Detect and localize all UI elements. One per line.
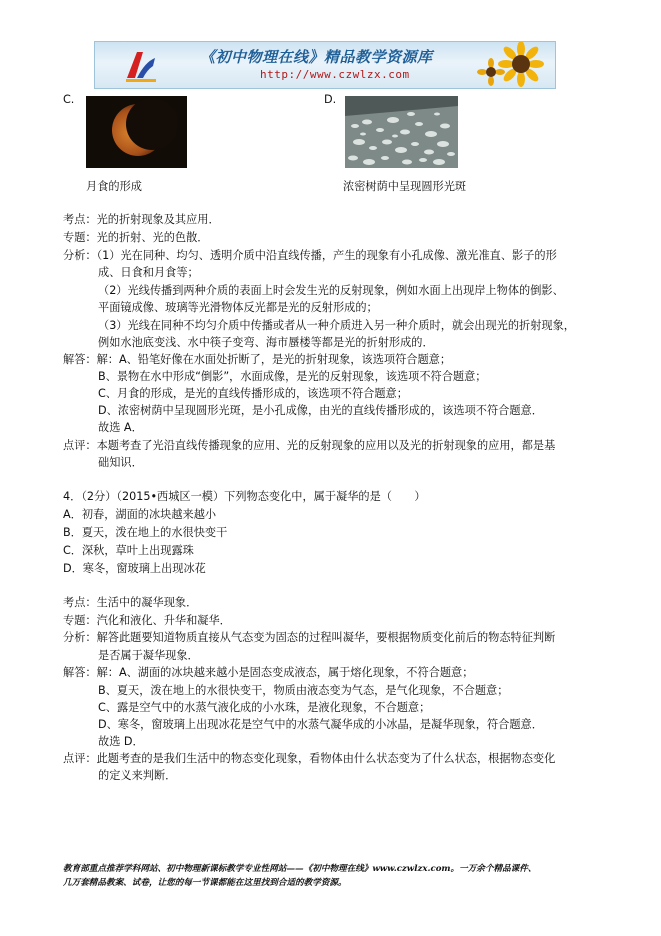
option-d-caption: 浓密树荫中呈现圆形光斑 [343,180,467,193]
q4-jieda-d: D、寒冬，窗玻璃上出现冰花是空气中的水蒸气凝华成的小冰晶，是凝华现象，符合题意． [98,718,543,731]
q4-fenxi-1b: 是否属于凝华现象． [98,649,199,662]
q4-choice: 故选 D． [98,735,144,748]
q3-fenxi-1b: 成、日食和月食等； [98,266,199,279]
q4-option-a: A．初春，湖面的冰块越来越小 [63,508,217,521]
q3-fenxi-2: （2）光线传播到两种介质的表面上时会发生光的反射现象，例如水面上出现岸上物体的倒影、 [98,284,564,297]
q4-dianping-1b: 的定义来判断． [98,769,177,782]
q3-choice: 故选 A． [98,421,143,434]
q4-zhuanti: 专题：汽化和液化、升华和凝华． [63,614,231,627]
footer-line-2: 几万套精品教案、试卷，让您的每一节课都能在这里找到合适的教学资源。 [63,878,347,888]
lunar-eclipse-image [86,96,187,168]
q3-fenxi-3: （3）光线在同种不均匀介质中传播或者从一种介质进入另一种介质时，就会出现光的折射现象， [98,319,575,332]
q4-kaodian: 考点：生活中的凝华现象． [63,596,198,609]
q3-zhuanti: 专题：光的折射、光的色散． [63,231,209,244]
q3-fenxi-2b: 平面镜成像、玻璃等光滑物体反光都是光的反射形成的； [98,301,378,314]
q3-fenxi-1: 分析：（1）光在同种、均匀、透明介质中沿直线传播，产生的现象有小孔成像、激光准直、影子的形 [63,249,557,262]
q4-jieda-b: B、夏天，泼在地上的水很快变干，物质由液态变为气态，是气化现象，不合题意； [98,684,509,697]
option-d-letter: D. [324,93,337,106]
q4-jieda-a: 解答：解：A、湖面的冰块越来越小是固态变成液态，属于熔化现象，不符合题意； [63,666,474,679]
site-logo-icon [123,48,159,84]
banner-url[interactable]: http://www.czwlzx.com [260,68,410,81]
q4-option-b: B．夏天，泼在地上的水很快变干 [63,526,228,539]
q3-jieda-a: 解答：解：A、铅笔好像在水面处折断了，是光的折射现象，该选项符合题意； [63,353,452,366]
tree-shade-light-spots-image [345,96,458,168]
header-banner [94,41,556,89]
q3-jieda-b: B、景物在水中形成“倒影”，水面成像，是光的反射现象，该选项不符合题意； [98,370,487,383]
q4-option-c: C．深秋，草叶上出现露珠 [63,544,194,557]
q3-dianping-1b: 础知识． [98,456,143,469]
option-c-caption: 月食的形成 [86,180,142,193]
q4-dianping-1: 点评：此题考查的是我们生活中的物态变化现象，看物体由什么状态变为了什么状态，根据物态变化 [63,752,556,765]
q3-jieda-c: C、月食的形成，是光的直线传播形成的，该选项不符合题意； [98,387,408,400]
q3-dianping-1: 点评：本题考查了光沿直线传播现象的应用、光的反射现象的应用以及光的折射现象的应用，都是基 [63,439,556,452]
option-c-letter: C. [63,93,75,106]
q4-stem: 4．（2分）（2015•西城区一模）下列物态变化中，属于凝华的是（ ） [63,490,426,503]
q3-jieda-d: D、浓密树荫中呈现圆形光斑，是小孔成像，由光的直线传播形成的，该选项不符合题意． [98,404,543,417]
sunflower-icon [477,42,547,88]
q4-fenxi-1: 分析：解答此题要知道物质直接从气态变为固态的过程叫凝华，要根据物质变化前后的物态特征判断 [63,631,556,644]
banner-title: 《初中物理在线》精品教学资源库 [200,48,433,66]
footer-line-1: 教育部重点推荐学科网站、初中物理新课标教学专业性网站——《初中物理在线》www.czwlzx.com。一万余个精品课件、 [63,864,537,874]
q3-kaodian: 考点：光的折射现象及其应用． [63,213,220,226]
q4-jieda-c: C、露是空气中的水蒸气液化成的小水珠，是液化现象，不合题意； [98,701,431,714]
q3-fenxi-3b: 例如水池底变浅、水中筷子变弯、海市蜃楼等都是光的折射形成的． [98,336,434,349]
q4-option-d: D．寒冬，窗玻璃上出现冰花 [63,562,206,575]
